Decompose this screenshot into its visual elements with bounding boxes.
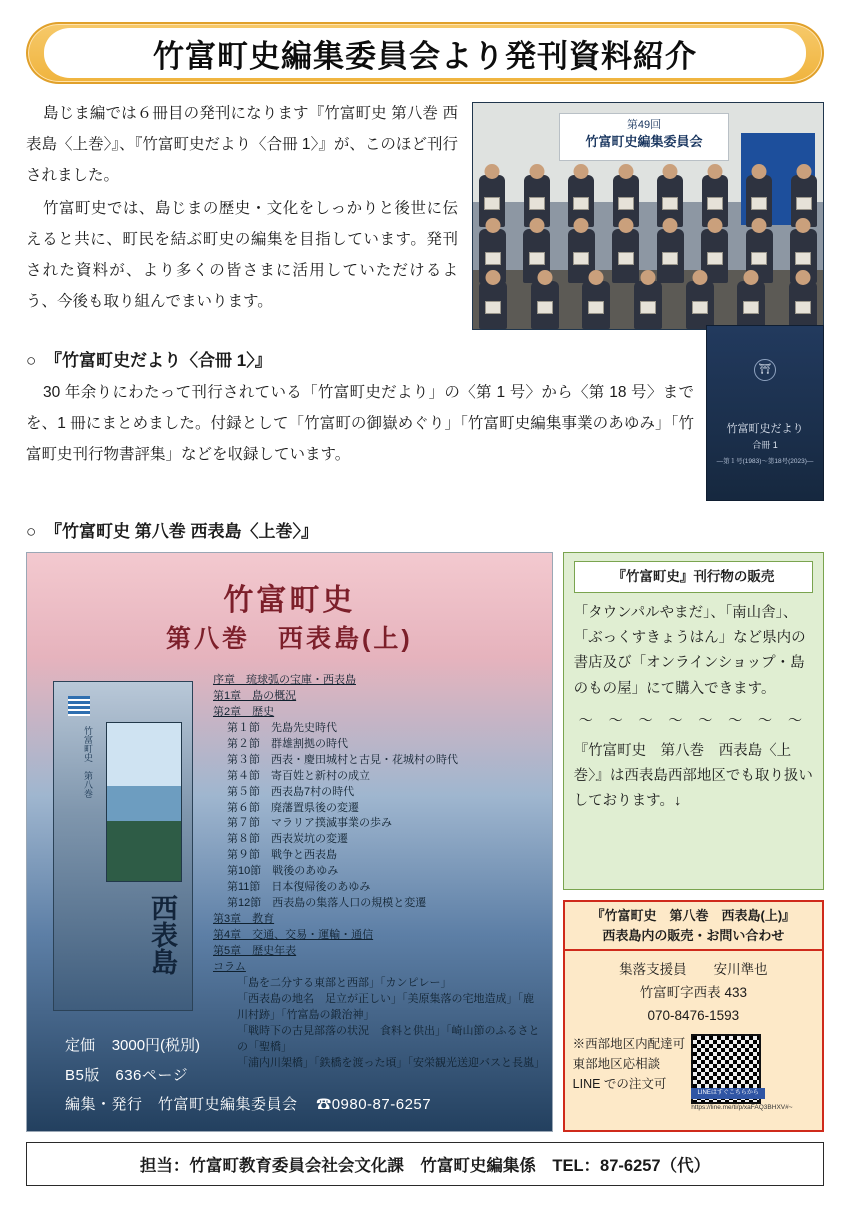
bottom-block bbox=[26, 552, 824, 1132]
toc-entry: 第12節 西表島の集落人口の規模と変遷 bbox=[227, 897, 427, 910]
contact-note-1: ※西部地区内配達可 bbox=[572, 1036, 686, 1051]
cover-vertical-title: 竹富町史 第八巻 bbox=[83, 726, 93, 798]
shrine-icon: ⛩ bbox=[754, 359, 776, 381]
toc-entry: 「西表島の地名 足立が正しい」「美原集落の宅地造成」「鹿川村跡」「竹富島の鍛治神」 bbox=[237, 992, 534, 1021]
contact-note-2: 東部地区応相談 bbox=[572, 1056, 661, 1071]
section-bullet-icon: ○ bbox=[26, 351, 37, 370]
photo-sign bbox=[559, 113, 729, 161]
contact-heading-line1: 『竹富町史 第八巻 西表島(上)』 bbox=[591, 908, 796, 923]
page-title: 竹富町史編集委員会より発刊資料紹介 bbox=[153, 38, 697, 74]
poster-title-line1: 竹富町史 bbox=[223, 584, 356, 617]
photo-person bbox=[582, 281, 610, 329]
section-heading-dayori bbox=[26, 346, 824, 371]
photo-sign-line2: 竹富町史編集委員会 bbox=[585, 133, 703, 149]
toc-entry: 第３節 西表・慶田城村と古見・花城村の時代 bbox=[227, 753, 458, 766]
cover-main-title bbox=[110, 894, 176, 975]
section-heading-vol8 bbox=[26, 517, 824, 542]
toc-entry: 第5章 歴史年表 bbox=[213, 944, 297, 957]
toc-entry: 第４節 寄百姓と新村の成立 bbox=[227, 769, 370, 782]
toc-entry: コラム bbox=[213, 960, 246, 973]
poster-format: B5版 636ページ bbox=[65, 1066, 189, 1084]
photo-person bbox=[686, 281, 714, 329]
dayori-cover-volume: 合冊 1 bbox=[752, 440, 778, 451]
poster-table-of-contents bbox=[213, 673, 543, 1071]
intro-paragraph-2: 竹富町史では、島じまの歴史・文化をしっかりと後世に伝えると共に、町民を結ぶ町史の編集を目指しています。発刊された資料が、より多くの皆さまに活用していただけるよう、今後も取り組んでまいります。 bbox=[26, 200, 458, 310]
contact-phone: 070-8476-1593 bbox=[647, 1007, 740, 1023]
poster-publisher: 編集・発行 竹富町史編集委員会 bbox=[65, 1095, 298, 1113]
contact-address: 竹富町字西表 433 bbox=[639, 984, 747, 1000]
footer-text: 担当：竹富町教育委員会社会文化課 竹富町史編集係 TEL：87-6257（代） bbox=[139, 1157, 711, 1175]
poster-phone: ☎0980-87-6257 bbox=[316, 1095, 432, 1113]
contact-details bbox=[565, 951, 822, 1028]
qr-label: LINEはすぐこちらから bbox=[691, 1088, 765, 1100]
poster-price-value: 3000円(税別) bbox=[111, 1037, 201, 1055]
toc-entry: 第10節 戦後のあゆみ bbox=[227, 865, 339, 878]
contact-name: 集落支援員 安川準也 bbox=[619, 962, 768, 977]
photo-person bbox=[612, 229, 639, 283]
poster-price-label: 定価 bbox=[65, 1037, 96, 1055]
toc-entry: 第3章 教育 bbox=[213, 913, 275, 926]
intro-text bbox=[26, 98, 458, 319]
side-info-column bbox=[563, 552, 824, 1132]
toc-entry: 第１節 先島先史時代 bbox=[227, 721, 337, 734]
contact-note-3: LINE での注文可 bbox=[572, 1076, 667, 1091]
toc-entry: 「戦時下の古見部落の状況 食料と供出」「崎山節のふるさとの「聖橋」 bbox=[237, 1024, 540, 1053]
toc-entry: 第11節 日本復帰後のあゆみ bbox=[227, 881, 371, 894]
photo-person bbox=[737, 281, 765, 329]
cover-landscape-photo bbox=[106, 722, 182, 882]
poster-publisher-line bbox=[65, 1090, 431, 1119]
toc-entry: 第７節 マラリア撲滅事業の歩み bbox=[227, 817, 392, 830]
page-footer bbox=[26, 1142, 824, 1186]
section-title: 『竹富町史だより〈合冊 1〉』 bbox=[45, 351, 272, 370]
intro-paragraph-1: 島じま編では６冊目の発刊になります『竹富町史 第八巻 西表島〈上巻〉』、『竹富町史だより〈合冊 1〉』が、このほど刊行されました。 bbox=[26, 105, 458, 184]
vol8-poster bbox=[26, 552, 553, 1132]
poster-price-line bbox=[65, 1031, 431, 1060]
photo-person bbox=[789, 281, 817, 329]
dayori-cover-title: 竹富町史だより bbox=[726, 422, 804, 435]
line-qr-block[interactable] bbox=[691, 1034, 793, 1114]
photo-person bbox=[531, 281, 559, 329]
sales-info-note: 『竹富町史 第八巻 西表島〈上巻〉』は西表島西部地区でも取り扱いしております。↓ bbox=[573, 742, 813, 810]
toc-entry: 第4章 交通、交易・運輸・通信 bbox=[213, 929, 374, 941]
dayori-paragraph: 30 年余りにわたって刊行されている「竹富町史だより」の〈第 1 号〉から〈第 18 号〉までを、1 冊にまとめました。付録として「竹富町の御嶽めぐり」「竹富町史編集事業のあゆみ」「竹富町史刊行物書評集」などを収録しています。 bbox=[26, 384, 694, 463]
contact-box bbox=[563, 900, 824, 1132]
sales-info-body: 「タウンパルやまだ」、「南山舎」、「ぶっくすきょうはん」など県内の書店及び「オンラインショップ・島のもの屋」にて購入できます。 bbox=[573, 604, 806, 697]
toc-entry: 「島を二分する東部と西部」「カンピレー」 bbox=[237, 976, 452, 989]
sales-info-heading: 『竹富町史』刊行物の販売 bbox=[574, 561, 813, 593]
toc-entry: 「浦内川架橋」「鉄橋を渡った頃」「安栄観光送迎バスと長嵐」 bbox=[237, 1056, 545, 1069]
toc-entry: 第2章 歴史 bbox=[213, 705, 275, 718]
cover-stripes-icon bbox=[68, 696, 90, 716]
toc-entry: 第1章 島の概況 bbox=[213, 689, 297, 702]
contact-notes-row bbox=[565, 1028, 822, 1114]
dayori-cover-range: ―第１号(1983)～第18号(2023)― bbox=[716, 457, 814, 465]
toc-entry: 第２節 群雄割拠の時代 bbox=[227, 737, 348, 750]
photo-sign-line1: 第49回 bbox=[626, 119, 662, 131]
section-title: 『竹富町史 第八巻 西表島〈上巻〉』 bbox=[45, 522, 318, 541]
photo-person bbox=[479, 281, 507, 329]
photo-people-row bbox=[473, 281, 823, 329]
photo-people-row bbox=[473, 175, 823, 227]
contact-notes bbox=[573, 1034, 686, 1114]
section-dayori-body bbox=[26, 363, 824, 501]
contact-heading bbox=[565, 902, 822, 951]
dayori-book-cover bbox=[706, 325, 824, 501]
banner-inner bbox=[44, 28, 806, 78]
toc-entry: 第９節 戦争と西表島 bbox=[227, 849, 337, 862]
poster-footer bbox=[65, 1031, 431, 1119]
contact-heading-line2: 西表島内の販売・お問い合わせ bbox=[602, 927, 785, 943]
toc-entry: 第６節 廃藩置県後の変遷 bbox=[227, 801, 359, 814]
photo-person bbox=[657, 229, 684, 283]
title-banner bbox=[26, 22, 824, 84]
poster-title-line2: 第八巻 西表島(上) bbox=[166, 625, 413, 653]
dayori-text bbox=[26, 377, 694, 470]
committee-group-photo bbox=[472, 102, 824, 330]
photo-person bbox=[634, 281, 662, 329]
intro-section bbox=[26, 98, 824, 330]
section-bullet-icon: ○ bbox=[26, 522, 37, 541]
poster-book-cover bbox=[53, 681, 193, 1011]
toc-entry: 第８節 西表炭坑の変遷 bbox=[227, 833, 348, 846]
toc-entry: 序章 琉球弧の宝庫・西表島 bbox=[213, 674, 356, 686]
cover-main-title-text: 西表島 bbox=[147, 894, 177, 975]
wave-divider: 〜 〜 〜 〜 〜 〜 〜 〜 bbox=[578, 712, 808, 729]
qr-url[interactable]: https://line.me/ti/p/xaFAQ3BHXV#~ bbox=[691, 1104, 793, 1112]
sales-info-box bbox=[563, 552, 824, 890]
toc-entry: 第５節 西表島7村の時代 bbox=[227, 785, 355, 798]
